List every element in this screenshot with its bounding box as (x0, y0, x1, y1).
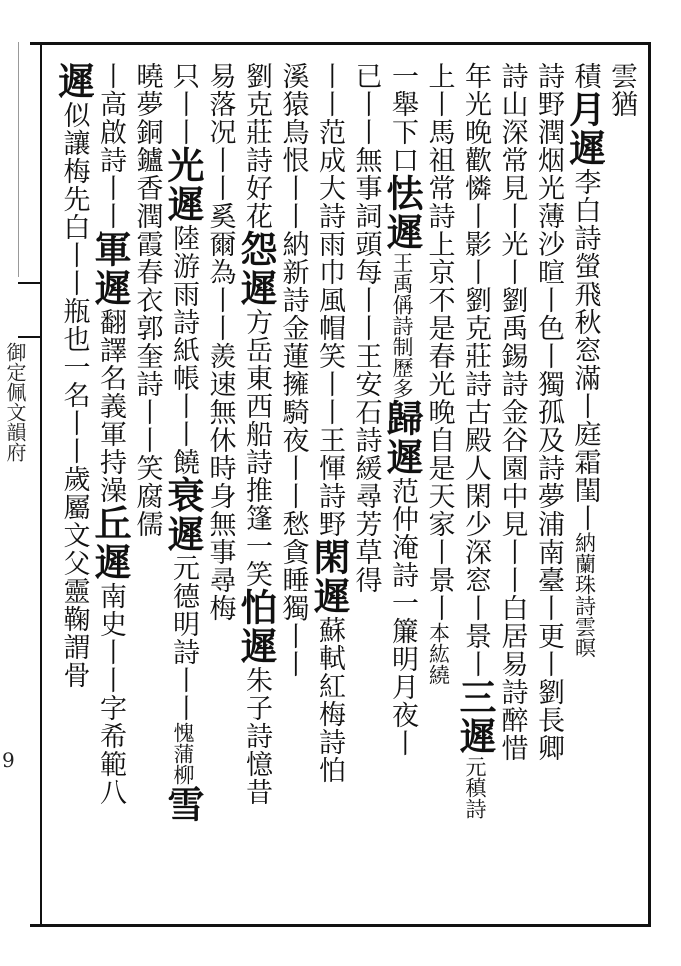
text-segment: 丨丨 (496, 538, 528, 594)
text-segment: 丨 (423, 594, 455, 622)
text-segment: 無事詞頭每 (350, 146, 382, 286)
headword: 遲 (234, 269, 278, 308)
headword: 遲 (307, 577, 351, 616)
text-segment: 丨丨 (350, 286, 382, 342)
text-segment: 光 (496, 230, 528, 258)
text-column (234, 62, 278, 806)
fold-box-bottom (18, 336, 40, 338)
text-column (130, 62, 164, 538)
text-segment: 劉克莊詩古殿人閑少深窓 (460, 286, 491, 594)
headword: 遲 (88, 269, 132, 308)
text-segment: 雲猶 (606, 62, 637, 118)
text-segment: 景 (460, 622, 491, 650)
text-segment: 曉夢銅鑪香潤霞春衣 (131, 62, 163, 314)
text-segment: 丨丨 (204, 286, 236, 342)
text-segment: 丨丨 (131, 398, 163, 454)
fold-box-top (18, 282, 40, 284)
text-segment: 丨丨 (58, 409, 90, 465)
left-border (40, 42, 42, 927)
text-segment: 字希範八 (95, 694, 126, 806)
text-segment: 李白詩螢飛秋窓滿 (569, 168, 601, 392)
small-annotation: 王禹偁詩制歷多 (390, 252, 414, 399)
text-segment: 朱子詩憶昔 (241, 666, 272, 806)
text-column (88, 62, 132, 806)
text-segment: 上 (423, 62, 455, 90)
text-segment: 丨丨 (204, 146, 236, 202)
text-segment: 王惲詩野 (314, 426, 345, 538)
text-segment: 范仲淹詩一簾明月夜 (387, 477, 418, 729)
text-column (161, 62, 205, 824)
headword: 丘 (88, 504, 132, 543)
text-column (531, 62, 565, 762)
headword: 遲 (380, 213, 424, 252)
text-segment: 丨丨 (95, 174, 126, 230)
headword: 遲 (234, 627, 278, 666)
text-segment: 蘇軾紅梅詩怕 (314, 616, 345, 784)
text-segment: 羨速無休時 (204, 342, 236, 482)
text-segment: 丨丨 (277, 174, 309, 230)
text-segment: 王安石詩緩尋芳草得 (350, 342, 382, 594)
text-segment: 范成大詩雨巾風帽笑 (314, 118, 345, 370)
bottom-border (30, 924, 650, 927)
text-segment: 溪猿鳥恨 (277, 62, 309, 174)
text-segment: 庭霜閨 (569, 420, 601, 504)
text-column (276, 62, 310, 678)
text-column (495, 62, 529, 762)
text-segment: 舉下口 (387, 90, 418, 174)
text-segment: 似讓梅先白 (58, 101, 90, 241)
headword: 三 (453, 678, 497, 717)
headword: 歸 (380, 399, 424, 438)
text-segment: 易落况 (204, 62, 236, 146)
headword: 月 (562, 90, 607, 129)
text-segment: 丨丨 (168, 666, 199, 722)
text-segment: 馬祖常詩上京不是春光晚自是天家 (423, 118, 455, 538)
text-segment: 陸游雨詩紙帳 (168, 224, 199, 392)
text-segment: 高啟詩 (95, 90, 126, 174)
text-segment: 饒 (168, 448, 199, 476)
text-segment: 丨 (533, 650, 564, 678)
text-column (203, 62, 237, 622)
text-segment: 更 (533, 622, 564, 650)
text-segment: 方岳東西船詩推篷一笑 (241, 308, 272, 588)
small-annotation: 愧蒲柳 (171, 722, 195, 785)
text-segment: 年光晚歡憐 (460, 62, 491, 202)
text-segment: 劉克莊詩好花 (241, 62, 272, 230)
text-segment: 歲屬文父靈鞠謂骨 (58, 465, 90, 689)
text-segment: 丨 (423, 90, 455, 118)
text-segment: 丨丨 (95, 638, 126, 694)
text-segment: 丨丨 (168, 90, 199, 146)
text-segment: 丨 (460, 202, 491, 230)
text-segment: 丨 (460, 594, 491, 622)
text-segment: 只 (168, 62, 199, 90)
text-segment: 詩山深常見 (496, 62, 528, 202)
headword: 遲 (161, 515, 205, 554)
text-segment: 丨 (460, 258, 491, 286)
text-segment: 南史 (95, 582, 126, 638)
text-segment: 瓶也一名 (58, 297, 90, 409)
headword: 遲 (380, 438, 424, 477)
headword: 軍 (88, 230, 132, 269)
text-segment: 身無事尋梅 (204, 482, 236, 622)
text-segment: 劉長卿 (533, 678, 564, 762)
text-segment: 丨丨 (168, 392, 199, 448)
headword: 遲 (88, 543, 132, 582)
headword: 雪 (161, 785, 205, 824)
text-segment: 丨 (533, 286, 564, 314)
text-segment: 詩野潤烟光薄沙暄 (533, 62, 564, 286)
text-column (604, 62, 638, 118)
text-column (453, 62, 497, 819)
headword: 遲 (562, 129, 607, 168)
text-segment: 獨孤及詩夢浦南臺 (533, 370, 564, 594)
text-column (51, 62, 96, 689)
headword: 怯 (380, 174, 424, 213)
text-segment: 郭奎詩 (131, 314, 163, 398)
small-annotation: 元稹詩 (463, 756, 487, 819)
text-segment: 丨丨 (58, 241, 90, 297)
text-segment: 丨丨 (277, 622, 309, 678)
book-edge-strip (0, 42, 19, 277)
leaf-number: 9 (2, 748, 15, 772)
text-segment: 奚爾為 (204, 202, 236, 286)
text-column (422, 62, 456, 685)
text-segment: 白居易詩醉惜 (496, 594, 528, 762)
text-segment: 一 (387, 62, 418, 90)
text-segment: 元德明詩 (168, 554, 199, 666)
text-segment: 丨 (496, 258, 528, 286)
right-border (648, 42, 651, 927)
text-segment: 劉禹錫詩金谷園中見 (496, 286, 528, 538)
text-segment: 丨 (533, 594, 564, 622)
text-segment: 丨 (533, 342, 564, 370)
text-segment: 景 (423, 566, 455, 594)
text-segment: 翻譯名義軍持澡 (95, 308, 126, 504)
text-column (380, 62, 424, 757)
text-segment: 愁貪睡獨 (277, 510, 309, 622)
text-segment: 丨丨 (314, 370, 345, 426)
text-segment: 已 (350, 62, 382, 90)
headword: 衰 (161, 476, 205, 515)
text-column (307, 62, 351, 784)
text-segment: 丨丨 (314, 62, 345, 118)
text-segment: 丨 (460, 650, 491, 678)
text-segment: 丨 (569, 392, 601, 420)
text-segment: 納新詩金蓮擁騎夜 (277, 230, 309, 454)
text-segment: 積 (569, 62, 601, 90)
text-segment: 丨 (95, 62, 126, 90)
headword: 遲 (161, 185, 205, 224)
headword: 怨 (234, 230, 278, 269)
text-segment: 丨丨 (277, 454, 309, 510)
headword: 遲 (453, 717, 497, 756)
top-border (30, 42, 650, 45)
small-annotation: 納蘭珠詩雲暝 (572, 532, 597, 658)
small-annotation: 本紘繞 (426, 622, 451, 685)
text-segment: 笑腐儒 (131, 454, 163, 538)
text-segment: 丨 (387, 729, 418, 757)
headword: 怕 (234, 588, 278, 627)
text-segment: 丨丨 (350, 90, 382, 146)
text-column (562, 62, 607, 658)
headword: 光 (161, 146, 205, 185)
margin-title: 御定佩文韻府 (3, 342, 27, 462)
text-segment: 丨 (496, 202, 528, 230)
headword: 閑 (307, 538, 351, 577)
headword: 遲 (51, 62, 96, 101)
text-segment: 影 (460, 230, 491, 258)
text-segment: 色 (533, 314, 564, 342)
text-column (349, 62, 383, 594)
text-segment: 丨 (569, 504, 601, 532)
text-segment: 丨 (423, 538, 455, 566)
